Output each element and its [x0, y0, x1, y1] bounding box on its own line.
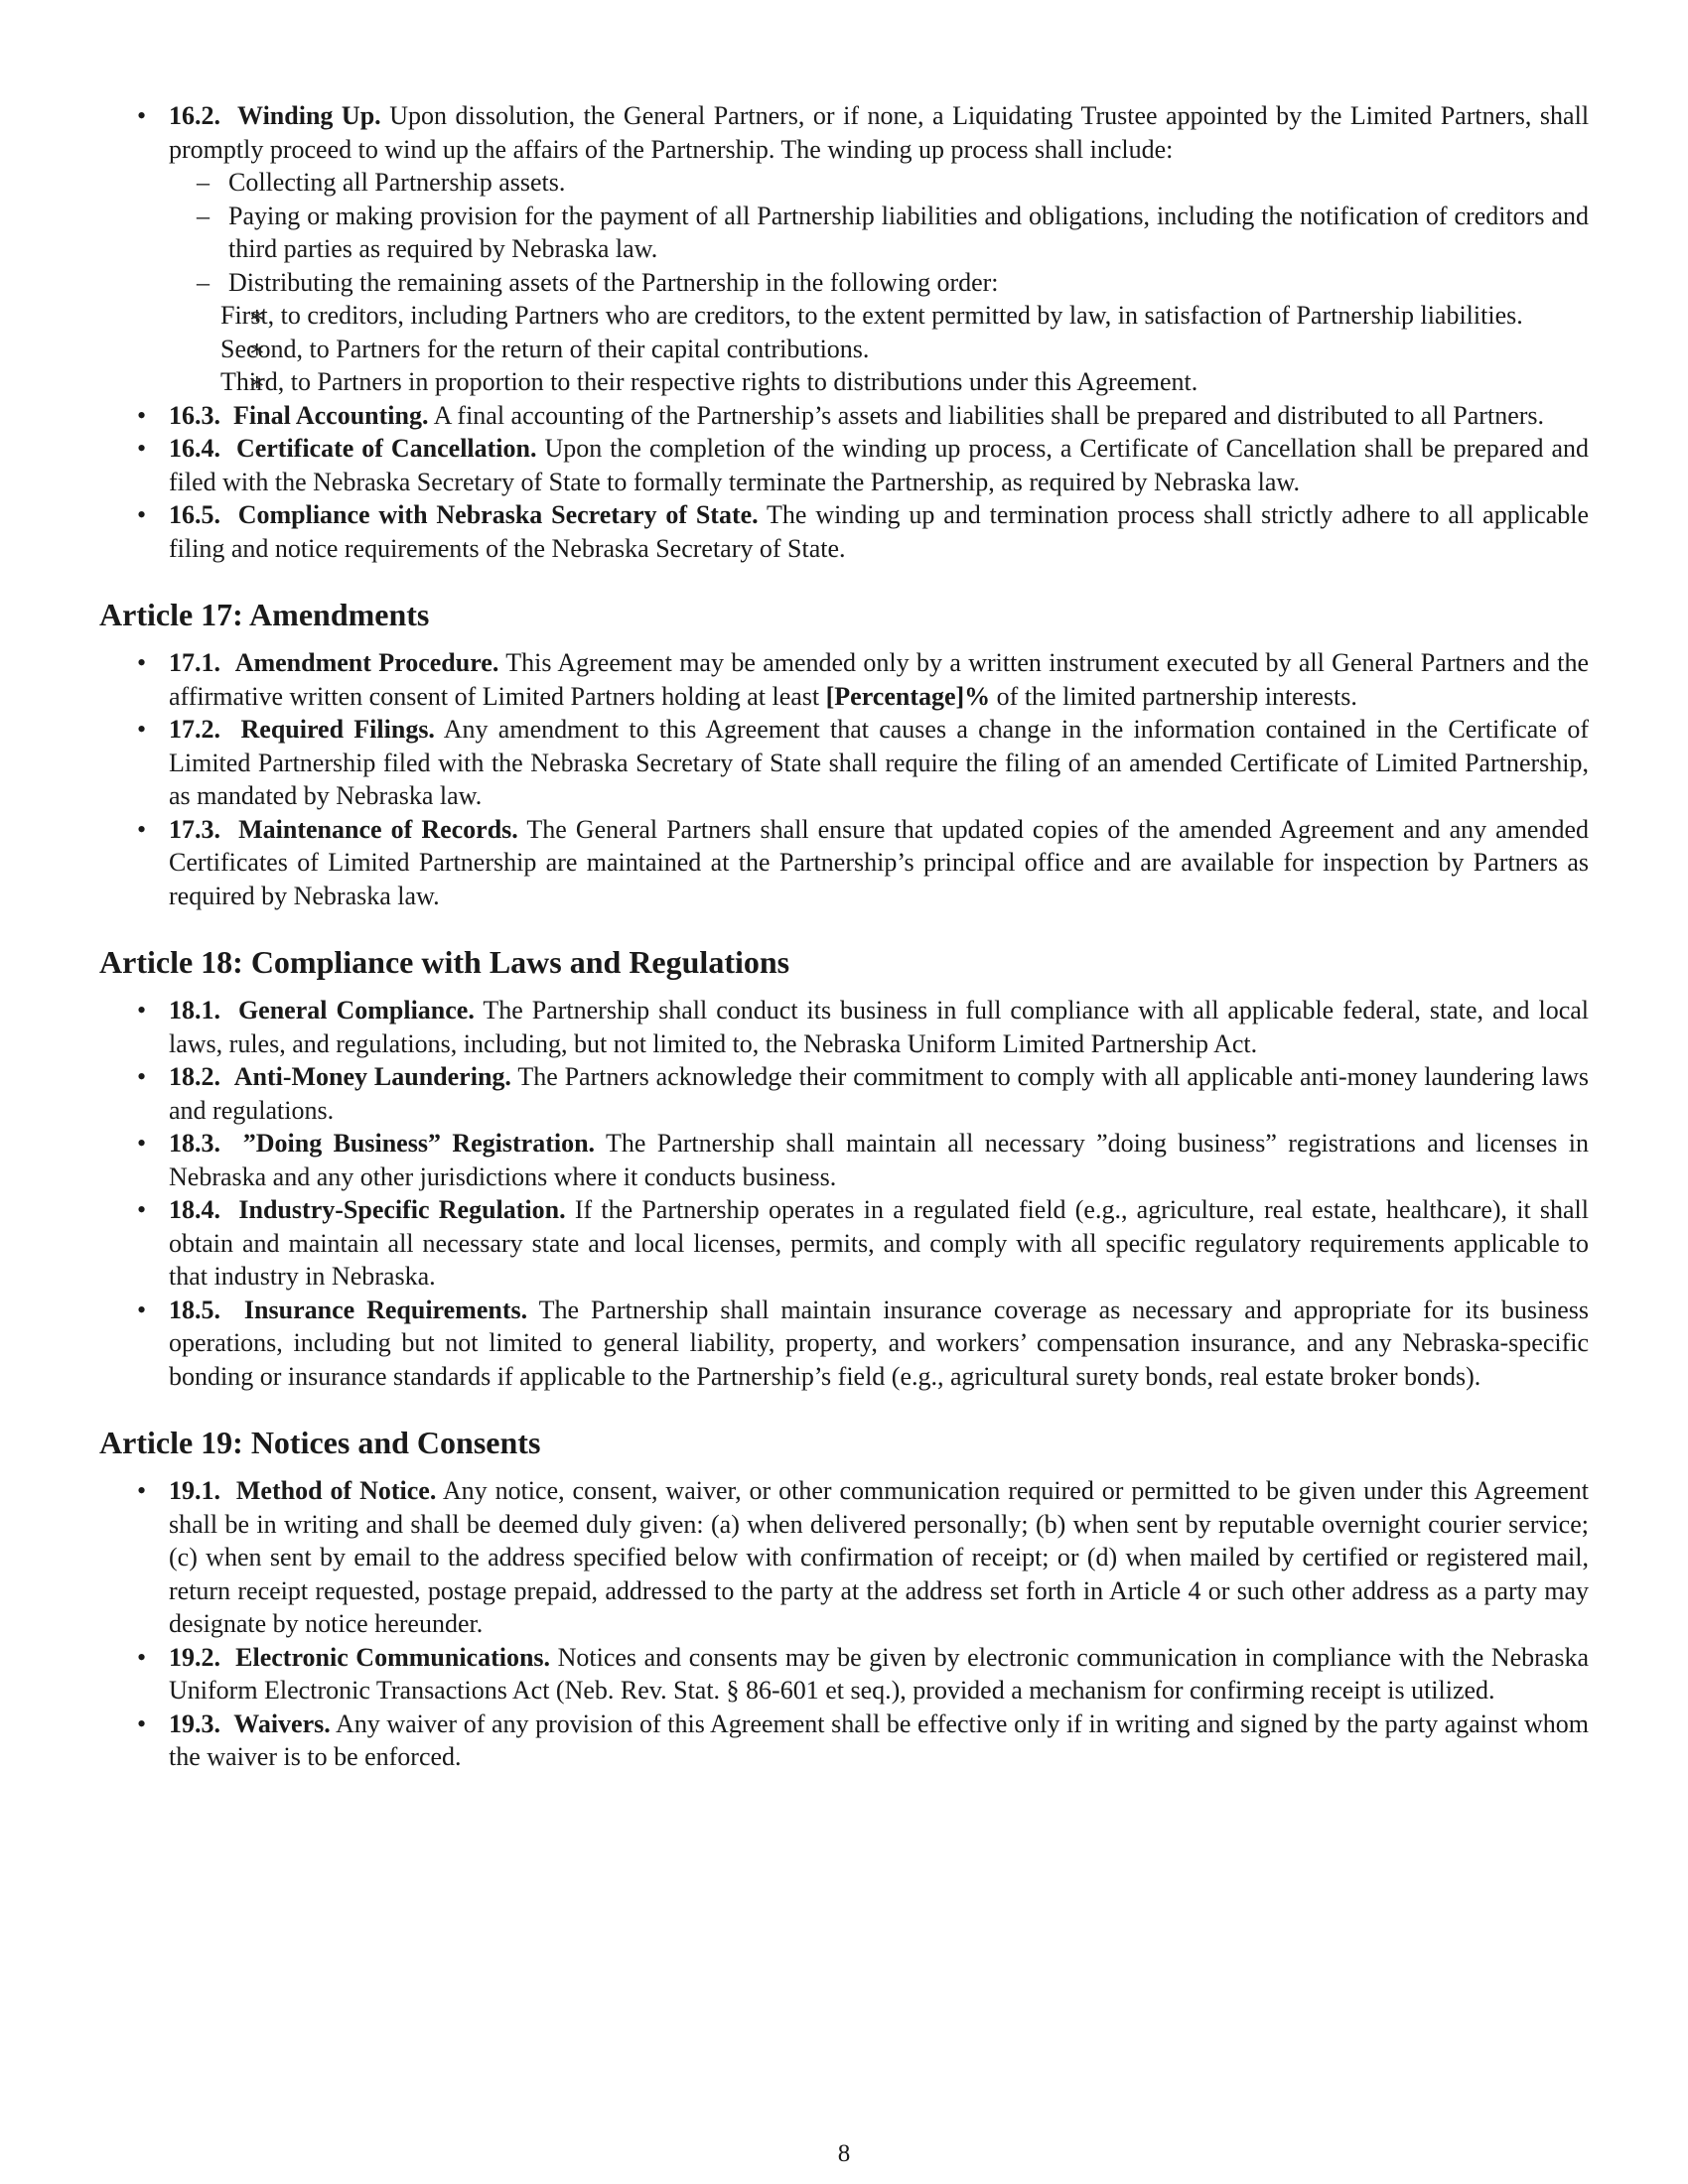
step-text: Distributing the remaining assets of the Partnership in the following order: — [228, 267, 999, 297]
article-17-list — [99, 646, 1589, 912]
clause-title: ”Doing Business” Registration. — [242, 1129, 596, 1158]
clause-title: Required Filings. — [240, 715, 435, 744]
clause-title: Industry-Specific Regulation. — [238, 1195, 566, 1224]
clause-text: The Partners acknowledge their commitment to comply with all applicable anti-money laundering laws and regulations. — [169, 1062, 1590, 1125]
clause-title: Maintenance of Records. — [238, 814, 518, 844]
clause-number: 16.2. — [169, 101, 220, 130]
clause-18-3 — [99, 1127, 1589, 1193]
clause-19-2 — [99, 1641, 1589, 1707]
distribution-order — [220, 299, 1589, 399]
distribution-item: ∗ Second, to Partners for the return of their capital contributions. — [169, 333, 1589, 366]
clause-number: 19.2. — [169, 1642, 220, 1672]
clause-number: 18.3. — [169, 1129, 220, 1158]
article-18-list — [99, 994, 1589, 1393]
clause-text: The Partnership shall maintain insurance coverage as necessary and appropriate for its business operations, including but not limited to general liability, property, and workers’ compensation insurance, and any Nebraska-specific bonding or insurance standards if applicable to the Partnership’s field (e.g., agricultural surety bonds, real estate broker bonds). — [169, 1295, 1590, 1391]
clause-number: 19.1. — [169, 1476, 220, 1505]
clause-18-2 — [99, 1060, 1589, 1127]
clause-16-2 — [99, 99, 1589, 399]
clause-text: Notices and consents may be given by electronic communication in compliance with the Nebraska Uniform Electronic Transactions Act (Neb. Rev. Stat. § 86-601 et seq.), provided a mechanism for confirming receipt is utilized. — [169, 1642, 1590, 1705]
clause-title: Final Accounting. — [233, 400, 429, 430]
document-page — [99, 99, 1589, 1774]
clause-text: The Partnership shall conduct its business in full compliance with all applicable federal, state, and local laws, rules, and regulations, including, but not limited to, the Nebraska Uniform Limited Partnership Act. — [169, 996, 1590, 1058]
clause-title: Insurance Requirements. — [243, 1295, 528, 1324]
clause-text: A final accounting of the Partnership’s assets and liabilities shall be prepared and distributed to all Partners. — [433, 400, 1545, 430]
step-item — [169, 266, 1589, 399]
clause-number: 17.2. — [169, 715, 220, 744]
clause-number: 19.3. — [169, 1708, 220, 1738]
article-16-list — [99, 99, 1589, 399]
clause-17-2 — [99, 713, 1589, 813]
clause-title: Winding Up. — [237, 101, 381, 130]
article-19-list — [99, 1474, 1589, 1774]
percentage-placeholder: [Percentage]% — [825, 681, 991, 711]
clause-17-1 — [99, 646, 1589, 713]
clause-text: Upon dissolution, the General Partners, or if none, a Liquidating Trustee appointed by the Limited Partners, shall promptly proceed to wind up the affairs of the Partnership. The winding up process shall include: — [169, 101, 1590, 164]
clause-number: 16.3. — [169, 400, 220, 430]
distribution-item: ∗ Third, to Partners in proportion to their respective rights to distributions under this Agreement. — [169, 365, 1589, 399]
clause-title: Anti-Money Laundering. — [233, 1062, 511, 1091]
clause-19-1 — [99, 1474, 1589, 1641]
clause-text: Any amendment to this Agreement that causes a change in the information contained in the Certificate of Limited Partnership filed with the Nebraska Secretary of State shall require the filing of an amended Certificate of Limited Partnership, as mandated by Nebraska law. — [169, 715, 1589, 810]
clause-title: Method of Notice. — [235, 1476, 437, 1505]
step-item: – Collecting all Partnership assets. — [169, 166, 1589, 200]
clause-title: General Compliance. — [237, 996, 475, 1024]
clause-19-3 — [99, 1707, 1589, 1774]
clause-16-5 — [99, 498, 1589, 565]
clause-18-1 — [99, 994, 1589, 1060]
clause-18-4 — [99, 1193, 1589, 1294]
clause-16-4 — [99, 432, 1589, 498]
clause-title: Amendment Procedure. — [234, 648, 499, 677]
clause-text: The Partnership shall maintain all necessary ”doing business” registrations and licenses in Nebraska and any other jurisdictions where it conducts business. — [169, 1129, 1590, 1191]
clause-text: Any waiver of any provision of this Agreement shall be effective only if in writing and signed by the party against whom the waiver is to be enforced. — [169, 1708, 1589, 1771]
article-17-heading: Article 17: Amendments — [99, 597, 430, 632]
clause-title: Compliance with Nebraska Secretary of State. — [237, 500, 759, 529]
winding-up-steps — [169, 166, 1589, 399]
clause-title: Waivers. — [233, 1708, 331, 1738]
clause-text: Any notice, consent, waiver, or other communication required or permitted to be given under this Agreement shall be in writing and shall be deemed duly given: (a) when delivered personally; (b) when sent by reputable overnight courier service; (c) when sent by email to the address specified below with confirmation of receipt; or (d) when mailed by certified or registered mail, return receipt requested, postage prepaid, addressed to the party at the address set forth in Article 4 or such other address as a party may designate by notice hereunder. — [169, 1476, 1590, 1638]
clause-number: 18.5. — [169, 1295, 220, 1324]
clause-text: The winding up and termination process shall strictly adhere to all applicable filing and notice requirements of the Nebraska Secretary of State. — [169, 500, 1590, 563]
clause-text: If the Partnership operates in a regulated field (e.g., agriculture, real estate, healthcare), it shall obtain and maintain all necessary state and local licenses, permits, and comply with all specific regulatory requirements applicable to that industry in Nebraska. — [169, 1195, 1589, 1291]
clause-17-3 — [99, 813, 1589, 913]
step-item: – Paying or making provision for the payment of all Partnership liabilities and obligations, including the notification of creditors and third parties as required by Nebraska law. — [169, 200, 1589, 266]
page-number: 8 — [837, 2140, 851, 2167]
distribution-item: ∗ First, to creditors, including Partners who are creditors, to the extent permitted by law, in satisfaction of Partnership liabilities. — [169, 299, 1589, 333]
clause-number: 18.1. — [169, 996, 220, 1024]
clause-number: 17.1. — [169, 648, 220, 677]
clause-number: 17.3. — [169, 814, 220, 844]
clause-text: Upon the completion of the winding up process, a Certificate of Cancellation shall be prepared and filed with the Nebraska Secretary of State to formally terminate the Partnership, as required by Nebraska law. — [169, 434, 1590, 496]
clause-number: 16.5. — [169, 500, 220, 529]
clause-number: 18.4. — [169, 1195, 220, 1224]
article-18-heading: Article 18: Compliance with Laws and Regulations — [99, 944, 790, 980]
clause-number: 16.4. — [169, 434, 220, 463]
clause-16-3 — [99, 399, 1589, 433]
article-19-heading: Article 19: Notices and Consents — [99, 1425, 541, 1460]
clause-title: Certificate of Cancellation. — [235, 434, 537, 463]
clause-title: Electronic Communications. — [235, 1642, 551, 1672]
article-16-list-cont — [99, 399, 1589, 566]
clause-text-after: of the limited partnership interests. — [996, 681, 1357, 711]
clause-text: This Agreement may be amended only by a written instrument executed by all General Partners and the affirmative written consent of Limited Partners holding at least — [169, 648, 1590, 711]
clause-18-5 — [99, 1294, 1589, 1394]
clause-text: The General Partners shall ensure that updated copies of the amended Agreement and any amended Certificates of Limited Partnership are maintained at the Partnership’s principal office and are available for inspection by Partners as required by Nebraska law. — [169, 814, 1590, 910]
clause-number: 18.2. — [169, 1062, 220, 1091]
